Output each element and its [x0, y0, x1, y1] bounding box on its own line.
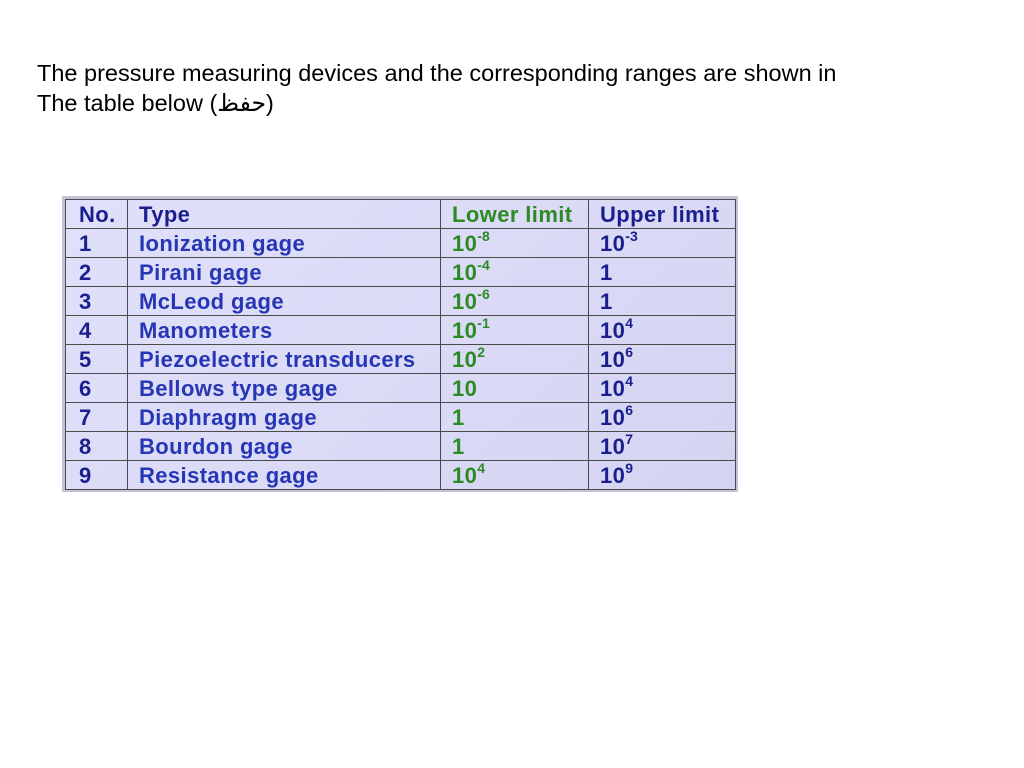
upper-limit-base: 10 [600, 318, 626, 343]
row-number: 4 [66, 316, 128, 345]
lower-limit [441, 432, 589, 461]
lower-limit [441, 345, 589, 374]
lower-limit-exponent: -8 [477, 228, 490, 244]
upper-limit-exponent: 6 [625, 402, 634, 418]
header-lower-limit: Lower limit [441, 200, 589, 229]
lower-limit [441, 316, 589, 345]
device-type: McLeod gage [128, 287, 441, 316]
upper-limit [589, 403, 736, 432]
device-type: Piezoelectric transducers [128, 345, 441, 374]
row-number: 1 [66, 229, 128, 258]
lower-limit [441, 258, 589, 287]
lower-limit-exponent: 4 [477, 460, 486, 476]
device-type: Ionization gage [128, 229, 441, 258]
lower-limit [441, 461, 589, 490]
row-number: 6 [66, 374, 128, 403]
upper-limit-base: 1 [600, 260, 613, 285]
table-header-row [66, 200, 736, 229]
upper-limit [589, 287, 736, 316]
lower-limit-exponent: -1 [477, 315, 490, 331]
lower-limit-base: 1 [452, 434, 465, 459]
upper-limit-base: 10 [600, 376, 626, 401]
upper-limit [589, 374, 736, 403]
upper-limit-exponent: 4 [625, 315, 634, 331]
device-type: Pirani gage [128, 258, 441, 287]
table-row [66, 403, 736, 432]
header-type: Type [128, 200, 441, 229]
table-row [66, 374, 736, 403]
table-row [66, 258, 736, 287]
lower-limit-exponent: 2 [477, 344, 486, 360]
upper-limit-exponent: 9 [625, 460, 634, 476]
upper-limit [589, 229, 736, 258]
header-no: No. [66, 200, 128, 229]
intro-line-1: The pressure measuring devices and the corresponding ranges are shown in [37, 60, 837, 86]
intro-text [37, 58, 997, 118]
lower-limit-exponent: -6 [477, 286, 490, 302]
lower-limit-base: 10 [452, 463, 478, 488]
table-row [66, 229, 736, 258]
lower-limit-base: 10 [452, 231, 478, 256]
upper-limit [589, 432, 736, 461]
upper-limit-base: 10 [600, 463, 626, 488]
device-type: Resistance gage [128, 461, 441, 490]
lower-limit [441, 403, 589, 432]
lower-limit-base: 1 [452, 405, 465, 430]
upper-limit-exponent: 6 [625, 344, 634, 360]
upper-limit-base: 10 [600, 405, 626, 430]
row-number: 7 [66, 403, 128, 432]
table-row [66, 432, 736, 461]
device-type: Bourdon gage [128, 432, 441, 461]
lower-limit [441, 287, 589, 316]
upper-limit [589, 316, 736, 345]
pressure-devices-table [65, 199, 736, 490]
table-row [66, 316, 736, 345]
intro-line-2: The table below (حفظ) [37, 90, 274, 116]
table-row [66, 345, 736, 374]
header-upper-limit: Upper limit [589, 200, 736, 229]
upper-limit [589, 258, 736, 287]
device-type: Diaphragm gage [128, 403, 441, 432]
upper-limit [589, 461, 736, 490]
row-number: 2 [66, 258, 128, 287]
lower-limit-base: 10 [452, 318, 478, 343]
table-row [66, 287, 736, 316]
device-type: Bellows type gage [128, 374, 441, 403]
row-number: 5 [66, 345, 128, 374]
lower-limit [441, 229, 589, 258]
upper-limit-base: 1 [600, 289, 613, 314]
pressure-devices-table-frame [62, 196, 738, 492]
lower-limit-base: 10 [452, 289, 478, 314]
upper-limit-exponent: -3 [625, 228, 638, 244]
upper-limit-base: 10 [600, 434, 626, 459]
upper-limit [589, 345, 736, 374]
lower-limit-base: 10 [452, 376, 478, 401]
upper-limit-exponent: 7 [625, 431, 634, 447]
lower-limit [441, 374, 589, 403]
row-number: 8 [66, 432, 128, 461]
device-type: Manometers [128, 316, 441, 345]
lower-limit-base: 10 [452, 260, 478, 285]
row-number: 3 [66, 287, 128, 316]
table-row [66, 461, 736, 490]
upper-limit-base: 10 [600, 231, 626, 256]
upper-limit-base: 10 [600, 347, 626, 372]
row-number: 9 [66, 461, 128, 490]
lower-limit-base: 10 [452, 347, 478, 372]
lower-limit-exponent: -4 [477, 257, 490, 273]
upper-limit-exponent: 4 [625, 373, 634, 389]
